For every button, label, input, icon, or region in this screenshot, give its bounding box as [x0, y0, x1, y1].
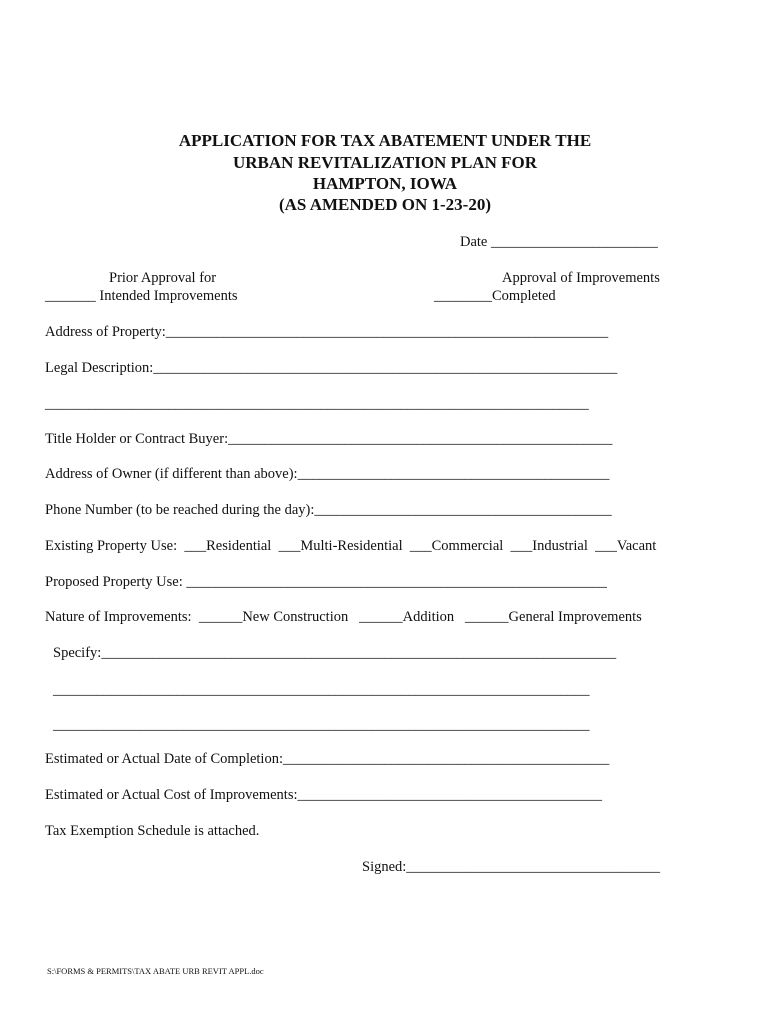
specify-continued-line-2[interactable]: __________________________________________________________________________ — [53, 717, 590, 733]
completion-date-field[interactable]: Estimated or Actual Date of Completion:_____________________________________________ — [45, 751, 610, 767]
prior-approval-checkbox-line[interactable]: _______ Intended Improvements — [45, 288, 238, 304]
exemption-schedule-note: Tax Exemption Schedule is attached. — [45, 823, 260, 839]
specify-field[interactable]: Specify:_______________________________________________________________________ — [53, 645, 617, 661]
title-line-3: HAMPTON, IOWA — [312, 174, 458, 193]
title-line-1: APPLICATION FOR TAX ABATEMENT UNDER THE — [178, 131, 592, 150]
approval-improvements-label: Approval of Improvements — [502, 270, 660, 286]
existing-property-use-options[interactable]: Existing Property Use: ___Residential ___Multi-Residential ___Commercial ___Industrial ___Vacant — [45, 538, 657, 554]
address-of-property-field[interactable]: Address of Property:_____________________________________________________________ — [45, 324, 609, 340]
address-of-owner-field[interactable]: Address of Owner (if different than above):___________________________________________ — [45, 466, 610, 482]
title-line-4: (AS AMENDED ON 1-23-20) — [278, 195, 492, 214]
cost-of-improvements-field[interactable]: Estimated or Actual Cost of Improvements:__________________________________________ — [45, 787, 602, 803]
title-holder-field[interactable]: Title Holder or Contract Buyer:_____________________________________________________ — [45, 431, 613, 447]
signature-field[interactable]: Signed:___________________________________ — [362, 859, 661, 875]
phone-number-field[interactable]: Phone Number (to be reached during the day):_________________________________________ — [45, 502, 612, 518]
legal-description-continued-line[interactable]: ___________________________________________________________________________ — [45, 396, 589, 412]
legal-description-field[interactable]: Legal Description:________________________________________________________________ — [45, 360, 618, 376]
nature-of-improvements-options[interactable]: Nature of Improvements: ______New Construction ______Addition ______General Improvements — [45, 609, 642, 625]
specify-continued-line-1[interactable]: __________________________________________________________________________ — [53, 682, 590, 698]
prior-approval-label: Prior Approval for — [109, 270, 217, 286]
date-field[interactable]: Date _______________________ — [460, 234, 658, 250]
title-line-2: URBAN REVITALIZATION PLAN FOR — [233, 153, 537, 172]
proposed-property-use-field[interactable]: Proposed Property Use: __________________________________________________________ — [45, 574, 607, 590]
approval-completed-checkbox-line[interactable]: ________Completed — [434, 288, 556, 304]
file-path-footer: S:\FORMS & PERMITS\TAX ABATE URB REVIT APPL.doc — [47, 966, 264, 976]
